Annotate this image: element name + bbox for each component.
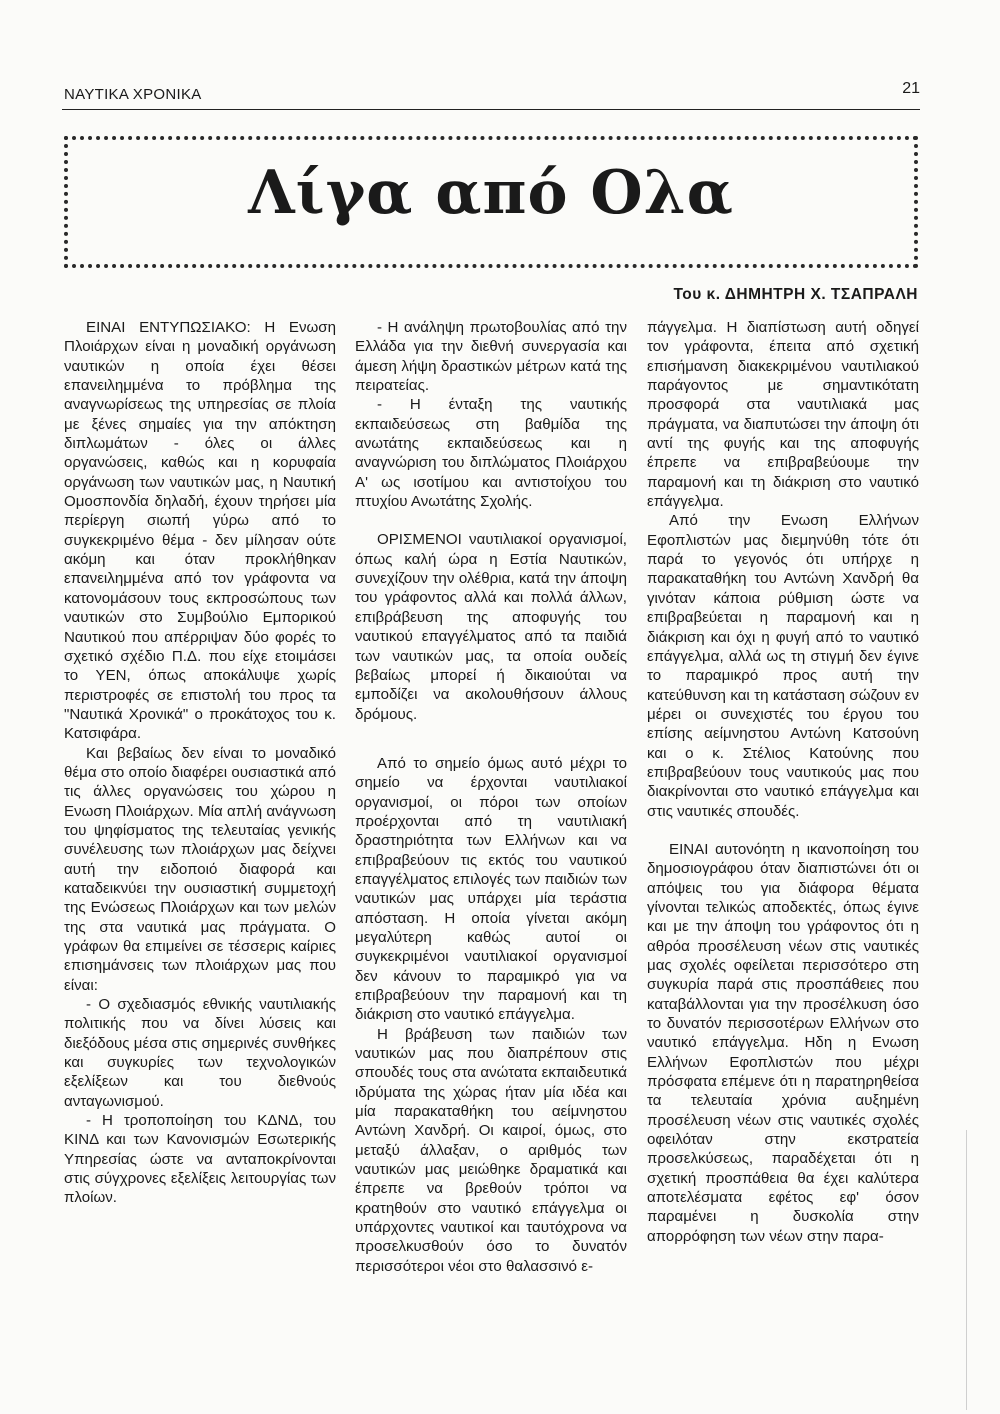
paragraph: πάγγελμα. Η διαπίστωση αυτή οδηγεί τον γράφοντα, έπειτα από σχετική επισήμανση διακεκριμένου ναυτιλιακού παράγοντος με σημαντικότατη προσφορά στα ναυτιλιακά μας πράγματα, να διαπυτώσει την άποψη ότι αντί της φυγής και της αποφυγής έπρεπε να επιβραβεύουμε την παραμονή και τη διάκριση στο ναυτικό επάγγελμα. <box>647 319 919 511</box>
scan-edge-line <box>966 1130 967 1410</box>
article-title: Λίγα από Ολα <box>248 158 734 228</box>
paragraph: - Η ένταξη της ναυτικής εκπαιδεύσεως στη βαθμίδα της ανωτάτης εκπαιδεύσεως και η αναγνώριση του διπλώματος Πλοιάρχου Α' ως ισοτίμου και αντιστοίχου του πτυχίου Ανωτάτης Σχολής. <box>355 396 627 511</box>
paragraph: ΟΡΙΣΜΕΝΟΙ ναυτιλιακοί οργανισμοί, όπως καλή ώρα η Εστία Ναυτικών, συνεχίζουν την ολέθρια, κατά την άποψη του γράφοντος αλλά και πολλά άλλων, επιβράβευση της αποφυγής του ναυτικού επαγγέλματος από τα παιδιά των ναυτικών μας, τα οποία ουδείς βεβαίως μπορεί ή δικαιούται να εμποδίζει να ακολουθήσουν άλλους δρόμους. <box>355 531 627 723</box>
paragraph: ΕΙΝΑΙ ΕΝΤΥΠΩΣΙΑΚΟ: Η Ενωση Πλοιάρχων είναι η μοναδική οργάνωση ναυτικών η οποία έχει θέσει επανειλημμένα το πρόβλημα της αναγνωρίσεως της υπηρεσίας σε πλοία με ξένες σημαίες για την απόκτηση διπλωμάτων - όλες οι άλλες οργανώσεις, καθώς και η κορυφαία οργάνωση των ναυτικών μας, η Ναυτική Ομοσπονδία δηλαδή, έχουν τηρήσει μία περίεργη σιωπή γύρω από το συγκεκριμένο θέμα - δεν μίλησαν ούτε ακόμη και όταν προκλήθηκαν επανειλημμένα από τον γράφοντα να κατονομάσουν τους εκπροσώπους των ναυτικών στο Συμβούλιο Εμπορικού Ναυτικού που απέρριψαν δύο φορές το σχετικό σχέδιο Π.Δ. που είχε ετοιμάσει το ΥΕΝ, όπως αποκάλυψε χωρίς περιστροφές σε επιστολή του προς τα "Ναυτικά Χρονικά" ο προκάτοχος του κ. Κατσιφάρα. <box>64 319 336 743</box>
title-box <box>64 136 918 268</box>
article-byline: Του κ. ΔΗΜΗΤΡΗ Χ. ΤΣΑΠΡΑΛΗ <box>673 286 918 303</box>
text-column-2 <box>355 318 627 1276</box>
header-divider <box>62 109 920 110</box>
paragraph: Η βράβευση των παιδιών των ναυτικών μας που διαπρέπουν στις σπουδές τους στα ανώτατα εκπαιδευτικά ιδρύματα της χώρας ήταν μία ιδέα και μία παρακαταθήκη του αείμνηστου Αντώνη Χανδρή. Οι καιροί, όμως, στο μεταξύ άλλαξαν, ο αριθμός των ναυτικών μας μειώθηκε δραματικά και έπρεπε να βρεθούν τρόποι να κρατηθούν στο ναυτικό επάγγελμα οι υπάρχοντες ναυτικοί και ταυτόχρονα να προσελκυσθούν όσο το δυνατόν περισσότεροι νέοι στο θαλασσινό ε- <box>355 1025 627 1275</box>
paragraph: ΕΙΝΑΙ αυτονόητη η ικανοποίηση του δημοσιογράφου όταν διαπιστώνει ότι οι απόψεις του για διάφορα θέματα γίνονται τελικώς αποδεκτές, όπως έγινε και με την άποψη του γράφοντος ότι η αθρόα προσέλευση νέων στις ναυτικές μας σχολές οφείλεται περισσότερο στη συγκυρία παρά στις προσπάθειες που καταβάλλονται για την προσέλκυση όσο το δυνατόν περισσοτέρων Ελλήνων στο ναυτικό επάγγελμα. Ηδη η Ενωση Ελλήνων Εφοπλιστών που μέχρι πρόσφατα επέμενε ότι η παρατηρηθείσα τα τελευταία χρόνια αυξημένη προσέλευση νέων στις ναυτικές σχολές οφειλόταν στην εκστρατεία προσελκύσεως, παραδέχεται ότι η σχετική προσπάθεια θα έχει καλύτερα αποτελέσματα εφέτος εφ' όσον παραμένει η δυσκολία στην απορρόφηση των νέων στην παρα- <box>647 840 919 1245</box>
page-number: 21 <box>902 80 920 97</box>
paragraph: - Η τροποποίηση του ΚΔΝΔ, του ΚΙΝΔ και των Κανονισμών Εσωτερικής Υπηρεσίας ώστε να ανταποκρίνονται στις σύγχρονες εξελίξεις λειτουργίας των πλοίων. <box>64 1112 336 1207</box>
text-column-3 <box>647 318 919 1246</box>
paragraph: - Η ανάληψη πρωτοβουλίας από την Ελλάδα για την διεθνή συνεργασία και άμεση λήψη δραστικών μέτρων κατά της πειρατείας. <box>355 319 627 395</box>
paragraph: Από την Ενωση Ελλήνων Εφοπλιστών μας διεμηνύθη τότε ότι παρά το γεγονός ότι υπήρχε η παρακαταθήκη του Αντώνη Χανδρή θα γινόταν κάποια ρύθμιση ώστε να επιβραβεύεται η παραμονή και η διάκριση και όχι η φυγή από το ναυτικό επάγγελμα, αλλά ως τη στιγμή δεν έγινε το παραμικρό προς αυτή την κατεύθυνση και τη κατάσταση σώζουν εν μέρει οι συνεχιστές του έργου του επίσης αείμνηστου Αντώνη Κατσούνη και ο κ. Στέλιος Κατούνης που επιβραβεύουν τους ναυτικούς μας που διακρίνονται στο ναυτικό επάγγελμα και στις ναυτικές σπουδές. <box>647 512 919 820</box>
text-column-1 <box>64 318 336 1208</box>
paragraph: Και βεβαίως δεν είναι το μοναδικό θέμα στο οποίο διαφέρει ουσιαστικά από τις άλλες οργανώσεις του χώρου η Ενωση Πλοιάρχων. Μία απλή ανάγνωση του ψηφίσματος της τελευταίας γενικής συνέλευσης των πλοιάρχων μας δείχνει αυτή την ειδοποιό διαφορά και καταδεικνύει την ουσιαστική συμμετοχή της Ενώσεως Πλοιάρχων και των μελών της στα ναυτικά μας πράγματα. Ο γράφων θα επιμείνει σε τέσσερις καίριες επισημάνσεις των πλοιάρχων μας που είναι: <box>64 744 336 994</box>
publication-name: ΝΑΥΤΙΚΑ ΧΡΟΝΙΚΑ <box>64 86 202 103</box>
paragraph: - Ο σχεδιασμός εθνικής ναυτιλιακής πολιτικής που να δίνει λύσεις και διεξόδους μέσα στις σημερινές συνθήκες και συγκυρίες των τεχνολογικών εξελίξεων και του διεθνούς ανταγωνισμού. <box>64 996 336 1110</box>
paragraph: Από το σημείο όμως αυτό μέχρι το σημείο να έρχονται ναυτιλιακοί οργανισμοί, οι πόροι των οποίων προέρχονται από τη ναυτιλιακή δραστηριότητα των Ελλήνων και να επιβραβεύουν τις εκτός του ναυτικού επαγγέλματος επιλογές των παιδιών των ναυτικών μας υπάρχει μία τεράστια απόσταση. Η οποία γίνεται ακόμη μεγαλύτερη καθώς αυτοί οι συγκεκριμένοι ναυτιλιακοί οργανισμοί δεν κάνουν το παραμικρό για να επιβραβεύουν την παραμονή και τη διάκριση στο ναυτικό επάγγελμα. <box>355 754 627 1024</box>
